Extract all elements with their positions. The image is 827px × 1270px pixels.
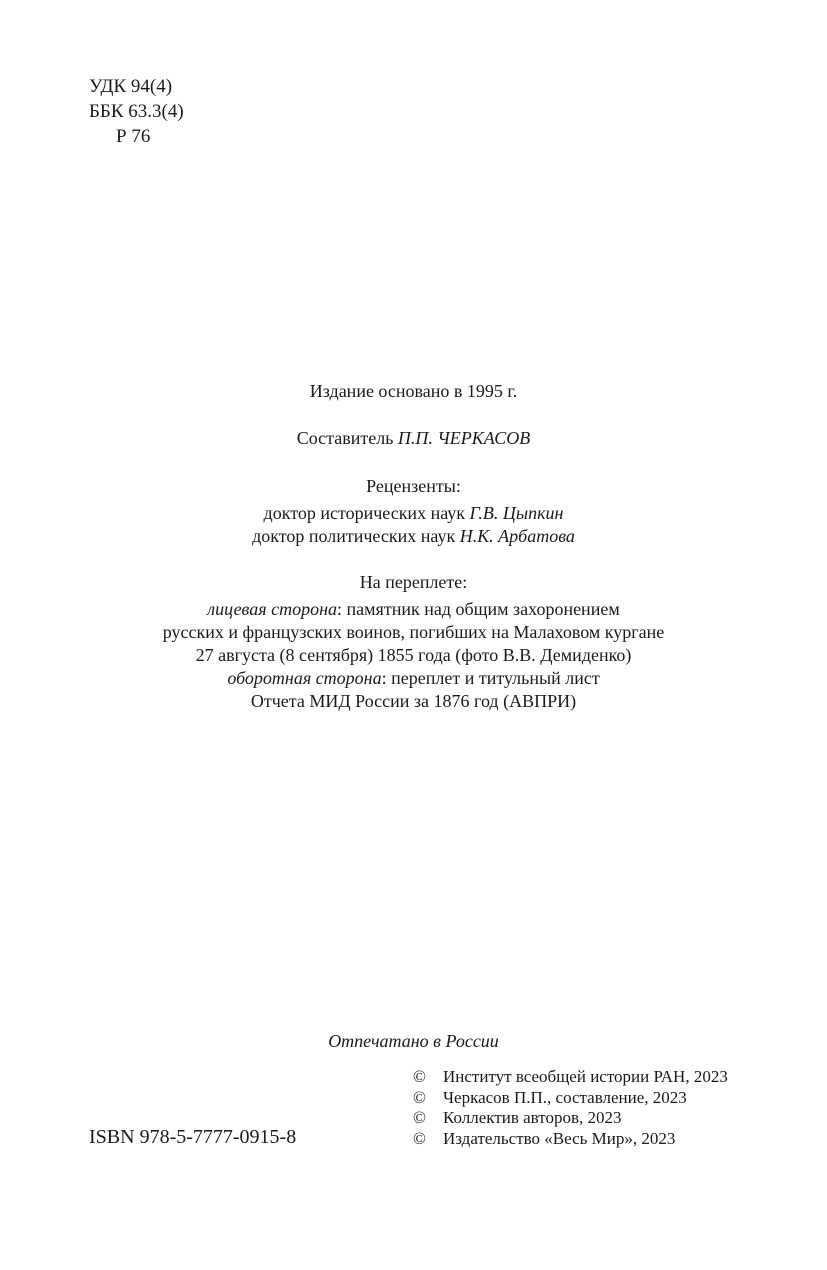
reviewer-degree: доктор исторических наук xyxy=(263,503,466,523)
printed-in-russia: Отпечатано в России xyxy=(328,1031,499,1051)
compiler-line xyxy=(0,427,827,450)
compiler-text xyxy=(0,427,827,450)
copyright-icon: © xyxy=(413,1108,426,1127)
cover-front-label: лицевая сторона xyxy=(207,599,338,619)
copyright-row xyxy=(413,1067,728,1088)
classification-block xyxy=(89,74,184,149)
copyright-holder: Черкасов П.П., составление, 2023 xyxy=(443,1087,687,1107)
author-mark: Р 76 xyxy=(116,126,151,147)
copyright-row xyxy=(413,1129,728,1150)
cover-front-text: : памятник над общим захоронением xyxy=(337,599,620,619)
copyright-list xyxy=(413,1067,728,1149)
udk-code: УДК 94(4) xyxy=(89,76,173,97)
isbn: ISBN 978-5-7777-0915-8 xyxy=(89,1126,297,1148)
bbk-code: ББК 63.3(4) xyxy=(89,101,184,122)
reviewer-degree: доктор политических наук xyxy=(252,526,456,546)
cover-line: Отчета МИД России за 1876 год (АВПРИ) xyxy=(250,691,577,711)
copyright-icon: © xyxy=(413,1128,426,1148)
cover-line: 27 августа (8 сентября) 1855 года (фото В.В. Демиденко) xyxy=(195,645,632,665)
cover-back-text: : переплет и титульный лист xyxy=(381,668,600,688)
cover-back-label: оборотная сторона xyxy=(227,668,382,688)
copyright-row xyxy=(413,1088,728,1109)
copyright-row xyxy=(413,1108,728,1129)
founded-text: Издание основано в 1995 г. xyxy=(309,381,518,401)
cover-back-line xyxy=(0,667,827,690)
compiler-label: Составитель xyxy=(296,428,394,448)
copyright-icon: © xyxy=(413,1067,426,1086)
reviewer-name: Н.К. Арбатова xyxy=(459,526,575,546)
cover-front-line xyxy=(0,598,827,621)
copyright-holder: Институт всеобщей истории РАН, 2023 xyxy=(443,1067,728,1086)
reviewers-heading: Рецензенты: xyxy=(366,476,461,496)
cover-block xyxy=(0,571,827,713)
copyright-icon: © xyxy=(413,1087,426,1107)
reviewer-item xyxy=(0,525,827,548)
reviewer-item xyxy=(0,502,827,525)
compiler-name: П.П. ЧЕРКАСОВ xyxy=(397,428,531,448)
reviewer-name: Г.В. Цыпкин xyxy=(469,503,564,523)
copyright-holder: Издательство «Весь Мир», 2023 xyxy=(443,1128,676,1148)
reviewers-block xyxy=(0,475,827,548)
copyright-holder: Коллектив авторов, 2023 xyxy=(443,1108,622,1127)
cover-line: русских и французских воинов, погибших на Малаховом кургане xyxy=(162,622,665,642)
cover-heading: На переплете: xyxy=(359,572,468,592)
founded-note xyxy=(0,380,827,403)
